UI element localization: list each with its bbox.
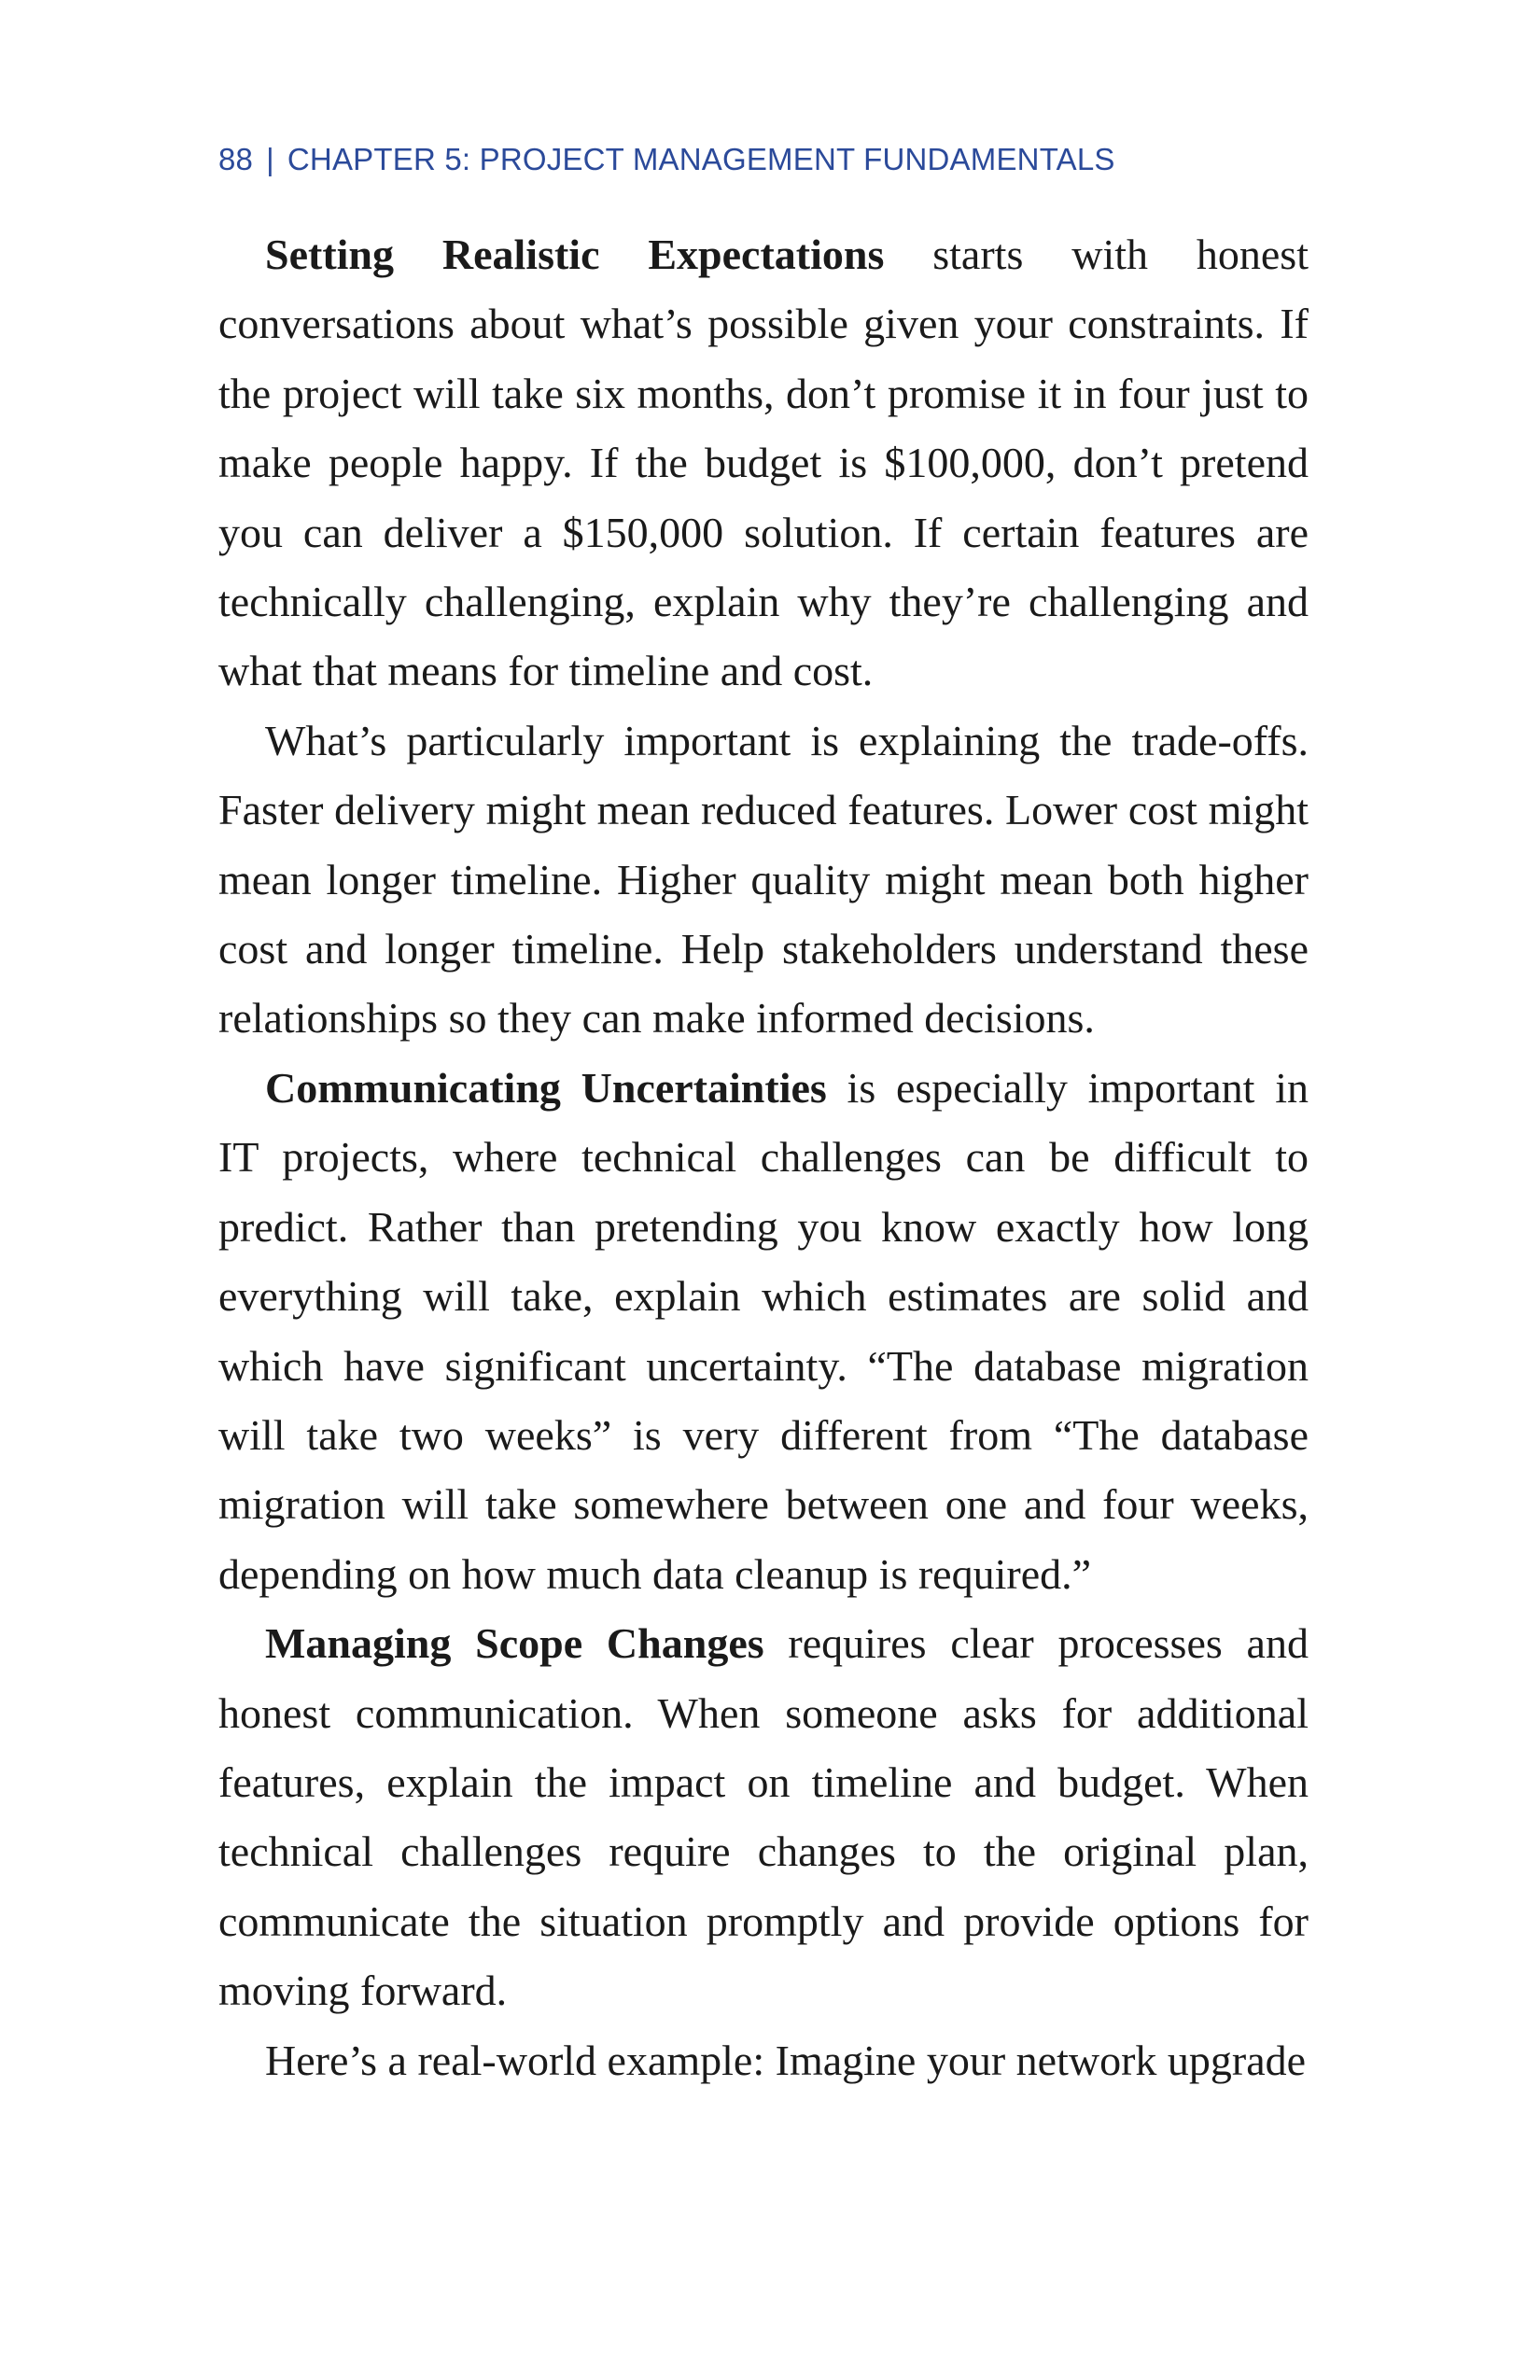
paragraph-uncertainties	[218, 1054, 1309, 1609]
paragraph-body: requires clear processes and honest communication. When someone asks for additional features, explain the impact on timeline and budget. When technical challenges require changes to the original plan, communicate the situation promptly and provide options for moving forward.	[218, 1619, 1309, 2015]
paragraph-lead: Communicating Uncertainties	[265, 1063, 827, 1112]
chapter-title: CHAPTER 5: PROJECT MANAGEMENT FUNDAMENTALS	[287, 142, 1115, 176]
paragraph-scope-changes	[218, 1609, 1309, 2025]
paragraph-body: Here’s a real-world example: Imagine your network upgrade	[265, 2036, 1307, 2084]
paragraph-setting-expectations	[218, 220, 1309, 707]
page-number: 88	[218, 142, 254, 176]
paragraph-lead: Managing Scope Changes	[265, 1619, 764, 1668]
running-header	[218, 142, 1115, 177]
paragraph-body: starts with honest conversations about what’s possible given your constraints. If the project will take six months, don’t promise it in four just to make people happy. If the budget is $100,000, don’t pretend you can deliver a $150,000 solution. If certain features are technically challenging, explain why they’re challenging and what that means for timeline and cost.	[218, 231, 1309, 695]
header-separator: |	[266, 142, 274, 176]
paragraph-body: is especially important in IT projects, where technical challenges can be difficult to predict. Rather than pretending you know exactly how long everything will take, explain which estimates are solid and which have significant uncertainty. “The database migration will take two weeks” is very different from “The database migration will take somewhere between one and four weeks, depending on how much data cleanup is required.”	[218, 1063, 1309, 1598]
paragraph-trade-offs	[218, 707, 1309, 1054]
paragraph-body: What’s particularly important is explaining the trade-offs. Faster delivery might mean reduced features. Lower cost might mean longer timeline. Higher quality might mean both higher cost and longer timeline. Help stakeholders understand these relationships so they can make informed decisions.	[218, 716, 1309, 1043]
paragraph-example	[218, 2026, 1309, 2095]
body-text	[218, 220, 1309, 2095]
paragraph-lead: Setting Realistic Expectations	[265, 231, 885, 278]
